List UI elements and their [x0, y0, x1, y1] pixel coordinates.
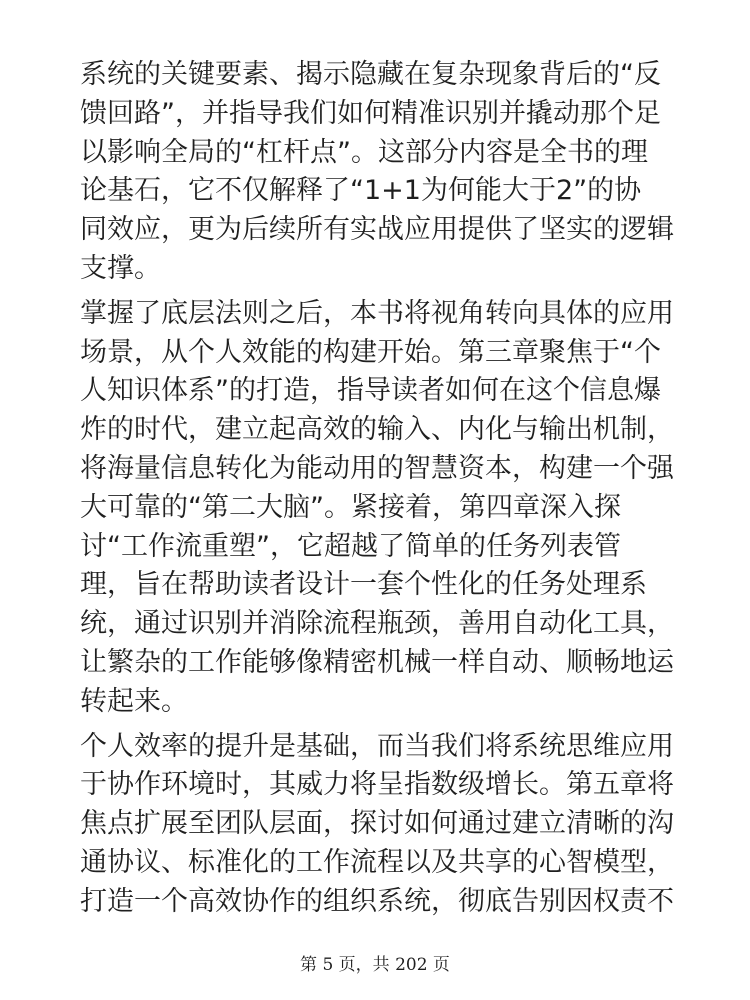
text-line: 系统的关键要素、揭示隐藏在复杂现象背后的“反: [80, 59, 661, 90]
text-line: 同效应，更为后续所有实战应用提供了坚实的逻辑: [80, 214, 674, 246]
text-line: 支撑。: [80, 252, 161, 284]
page-body: [80, 56, 676, 922]
text-line: 讨“工作流重塑”，它超越了简单的任务列表管: [80, 530, 621, 562]
text-line: 焦点扩展至团队层面，探讨如何通过建立清晰的沟: [80, 808, 674, 840]
paragraph-2: [80, 295, 676, 722]
text-line: 论基石，它不仅解释了“1+1为何能大于2”的协: [80, 175, 642, 207]
text-line: 馈回路”，并指导我们如何精准识别并撬动那个足: [80, 97, 661, 129]
paragraph-3: [80, 728, 676, 922]
text-line: 理，旨在帮助读者设计一套个性化的任务处理系: [80, 569, 647, 601]
text-line: 炸的时代，建立起高效的输入、内化与输出机制，: [80, 414, 674, 446]
text-line: 统，通过识别并消除流程瓶颈，善用自动化工具，: [80, 608, 674, 640]
text-line: 个人效率的提升是基础，而当我们将系统思维应用: [80, 730, 674, 762]
text-line: 大可靠的“第二大脑”。紧接着，第四章深入探: [80, 491, 621, 523]
text-line: 场景，从个人效能的构建开始。第三章聚焦于“个: [80, 336, 661, 368]
text-line: 以影响全局的“杠杆点”。这部分内容是全书的理: [80, 136, 648, 168]
text-line: 将海量信息转化为能动用的智慧资本，构建一个强: [80, 452, 674, 484]
text-line: 通协议、标准化的工作流程以及共享的心智模型，: [80, 846, 674, 878]
text-line: 掌握了底层法则之后，本书将视角转向具体的应用: [80, 297, 674, 329]
page-number-footer: 第 5 页，共 202 页: [300, 955, 450, 975]
text-line: 转起来。: [80, 685, 188, 717]
text-line: 人知识体系”的打造，指导读者如何在这个信息爆: [80, 375, 661, 407]
text-line: 打造一个高效协作的组织系统，彻底告别因权责不: [80, 885, 674, 917]
text-line: 让繁杂的工作能够像精密机械一样自动、顺畅地运: [80, 646, 674, 678]
text-line: 于协作环境时，其威力将呈指数级增长。第五章将: [80, 769, 674, 801]
paragraph-1: [80, 56, 676, 289]
